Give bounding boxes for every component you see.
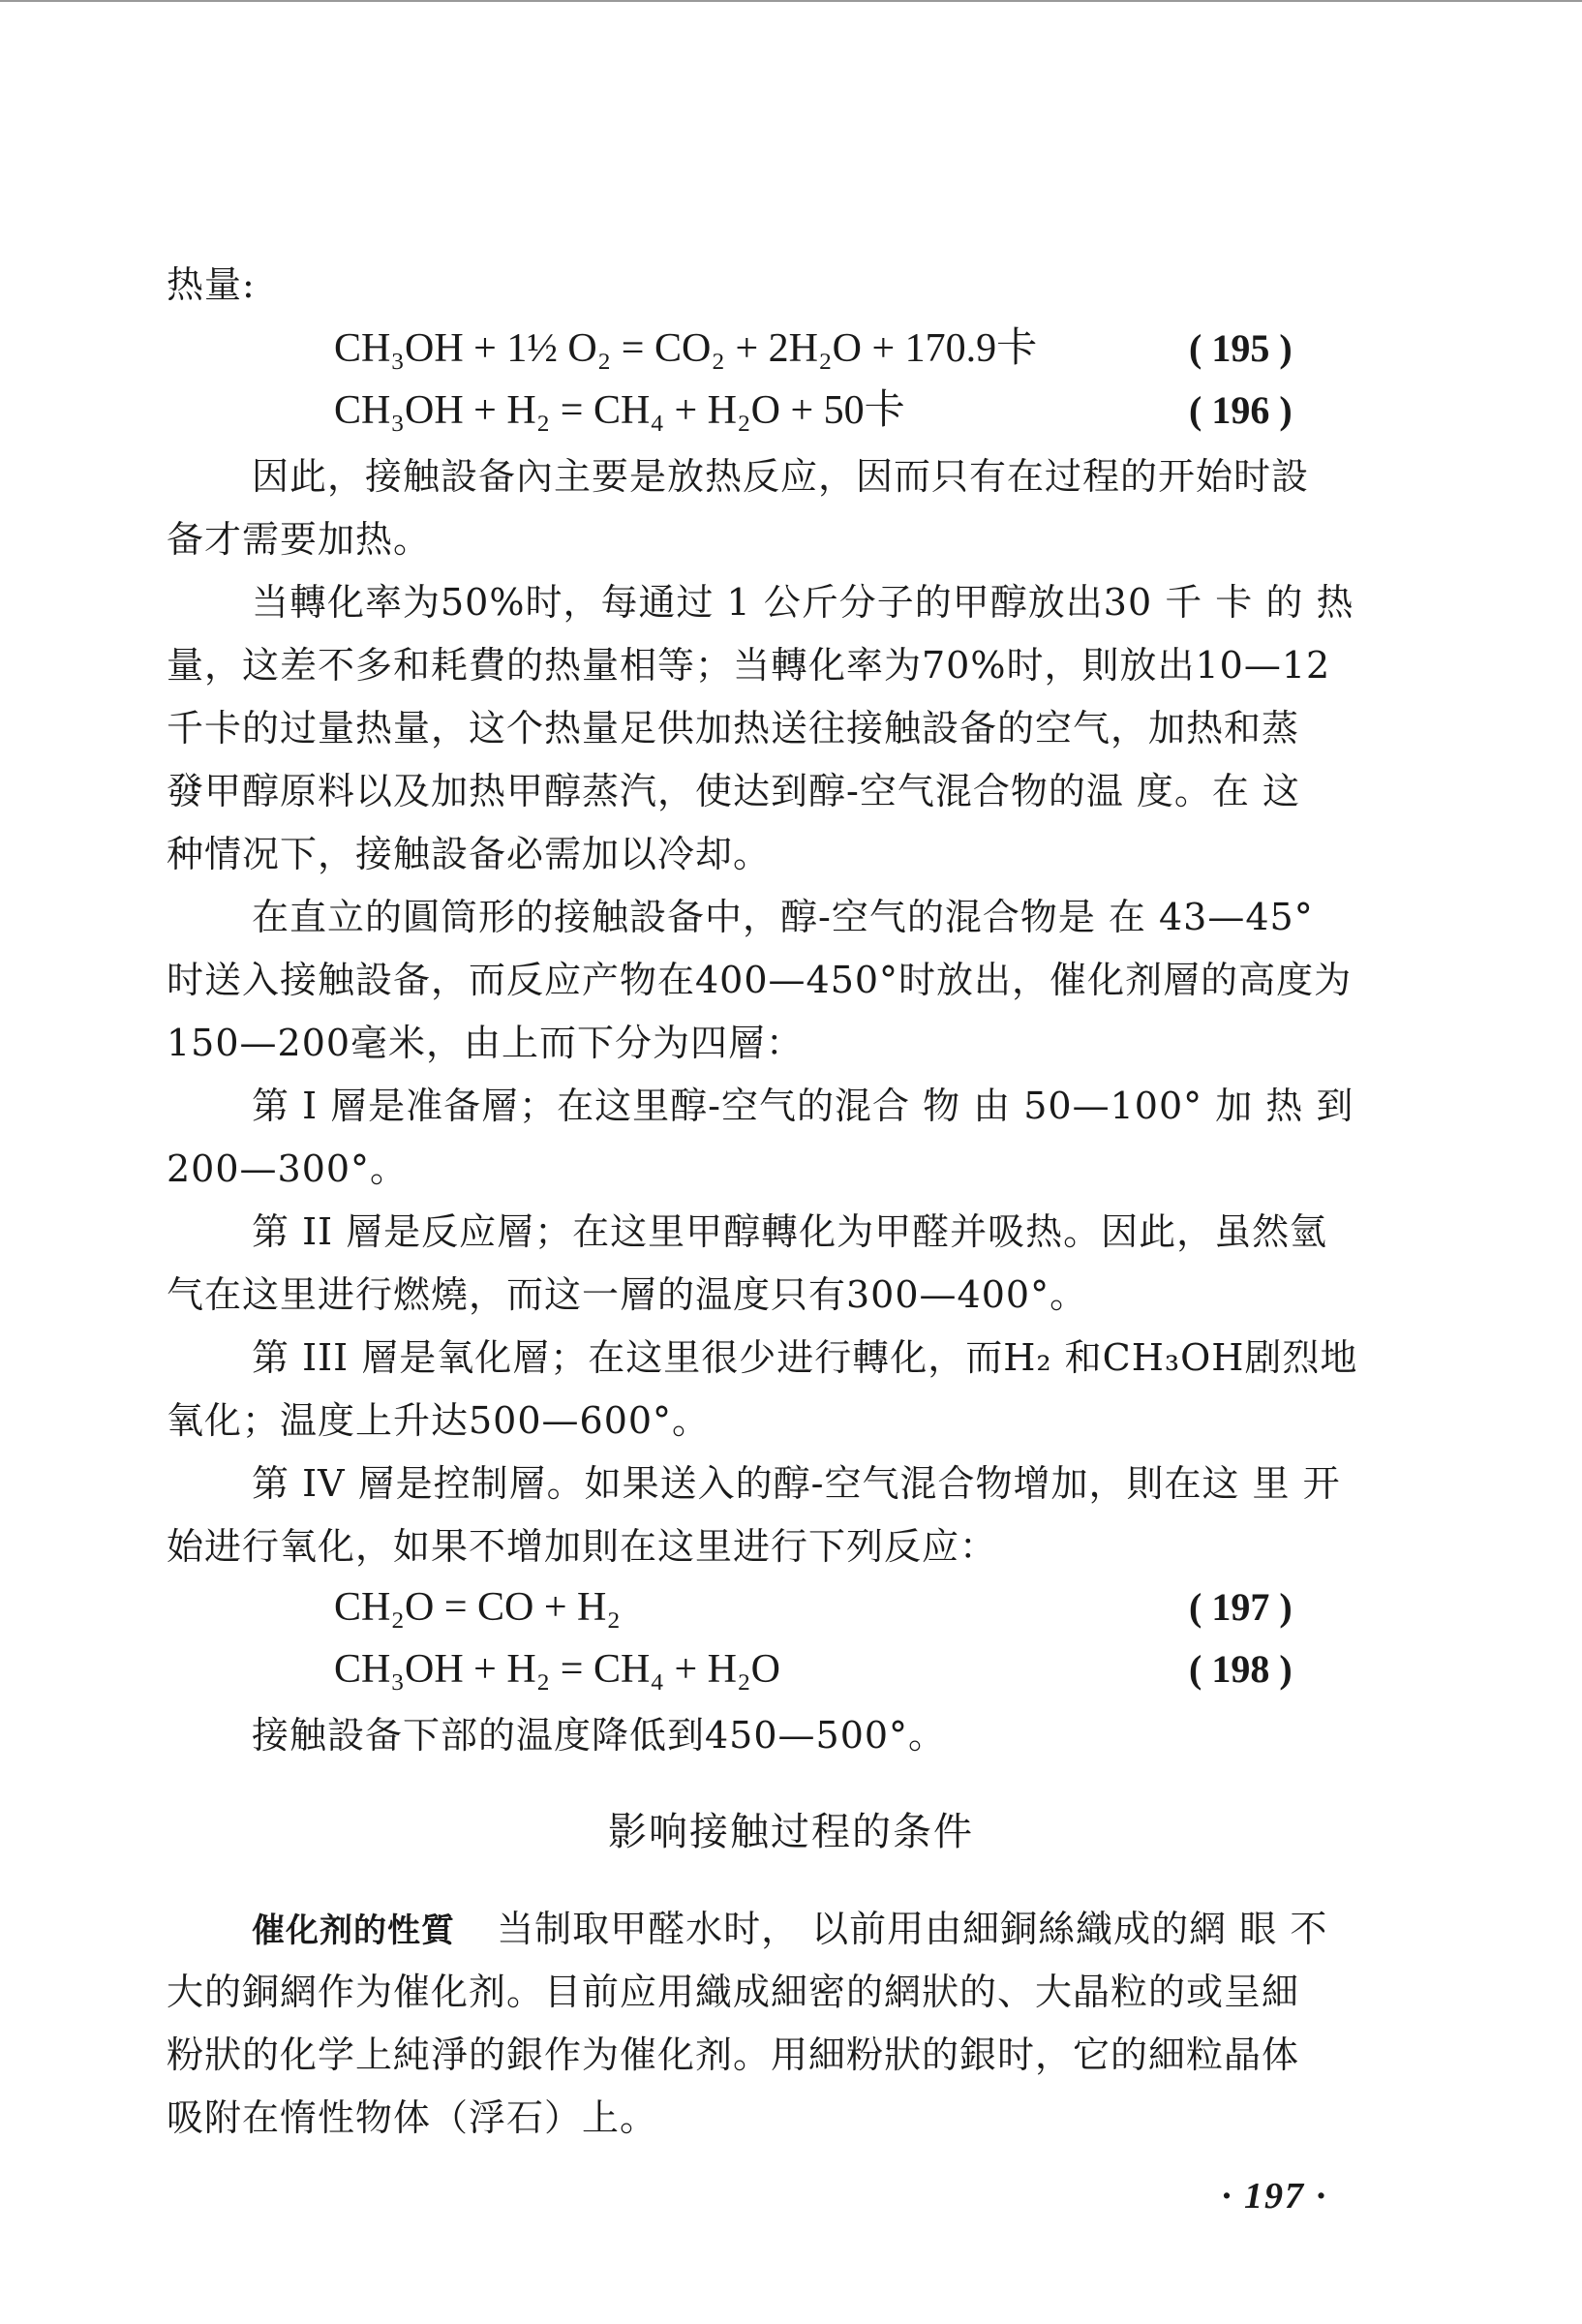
- equation-number-198: ( 198 ): [1189, 1647, 1293, 1691]
- paragraph-line: 150—200毫米，由上而下分为四層：: [167, 1022, 805, 1064]
- paragraph-line: 时送入接触設备，而反应产物在400—450°时放出，催化剂層的高度为: [167, 959, 1353, 1001]
- paragraph-line: 当轉化率为50%时，每通过 1 公斤分子的甲醇放出30 千 卡 的 热: [252, 581, 1354, 624]
- paragraph-line: 第 IV 層是控制層。如果送入的醇-空气混合物增加，則在这 里 开: [252, 1462, 1341, 1505]
- paragraph-line: 千卡的过量热量，这个热量足供加热送往接触設备的空气，加热和蒸: [167, 707, 1300, 749]
- paragraph-line: 种情况下，接触設备必需加以冷却。: [167, 833, 772, 875]
- paragraph-line: 在直立的圓筒形的接触設备中，醇-空气的混合物是 在 43—45°: [252, 896, 1314, 938]
- paragraph-line: 备才需要加热。: [167, 518, 432, 561]
- equation-number-197: ( 197 ): [1189, 1585, 1293, 1629]
- paragraph-line: 第 I 層是准备層；在这里醇-空气的混合 物 由 50—100° 加 热 到: [252, 1085, 1354, 1127]
- paragraph-line: 因此，接触設备內主要是放热反应，因而只有在过程的开始时設: [252, 455, 1310, 498]
- paragraph-line: 第 II 層是反应層；在这里甲醇轉化为甲醛并吸热。因此，虽然氫: [252, 1210, 1328, 1253]
- paragraph-line: 大的銅網作为催化剂。目前应用織成細密的網狀的、大晶粒的或呈細: [167, 1971, 1300, 2013]
- paragraph-line: 始进行氧化，如果不增加則在这里进行下列反应：: [167, 1525, 998, 1568]
- intro-label: 热量:: [167, 263, 256, 306]
- paragraph-line: 量，这差不多和耗費的热量相等；当轉化率为70%时，則放出10—12: [167, 644, 1331, 687]
- equation-197: CH₂O = CO + H₂: [334, 1585, 622, 1630]
- paragraph-line: 接触設备下部的温度降低到450—500°。: [252, 1714, 947, 1757]
- equation-number-196: ( 196 ): [1189, 388, 1293, 432]
- equation-number-195: ( 195 ): [1189, 326, 1293, 370]
- paragraph-line: [252, 1898, 1406, 1963]
- paragraph-line: 發甲醇原料以及加热甲醇蒸汽，使达到醇-空气混合物的温 度。在 这: [167, 770, 1301, 812]
- paragraph-line: 气在这里进行燃燒，而这一層的温度只有300—400°。: [167, 1273, 1088, 1316]
- run-in-heading: 催化剂的性質: [252, 1911, 455, 1950]
- section-heading: 影响接触过程的条件: [608, 1810, 974, 1854]
- paragraph-line: 氧化；温度上升达500—600°。: [167, 1399, 711, 1442]
- paragraph-line: 粉狀的化学上純淨的銀作为催化剂。用細粉狀的銀时，它的細粒晶体: [167, 2034, 1300, 2076]
- equation-198: CH₃OH + H₂ = CH₄ + H₂O: [334, 1647, 780, 1692]
- equation-195: CH₃OH + 1½ O₂ = CO₂ + 2H₂O + 170.9卡: [334, 326, 1038, 371]
- page-number: · 197 ·: [1222, 2176, 1327, 2217]
- paragraph-line: 吸附在惰性物体（浮石）上。: [167, 2096, 658, 2139]
- paragraph-line: 第 III 層是氧化層；在这里很少进行轉化，而H₂ 和CH₃OH剧烈地: [252, 1336, 1358, 1379]
- equation-196: CH₃OH + H₂ = CH₄ + H₂O + 50卡: [334, 388, 905, 433]
- paragraph-line: 200—300°。: [167, 1147, 409, 1190]
- paragraph-text: 当制取甲醛水时， 以前用由細銅絲織成的網 眼 不: [497, 1908, 1328, 1950]
